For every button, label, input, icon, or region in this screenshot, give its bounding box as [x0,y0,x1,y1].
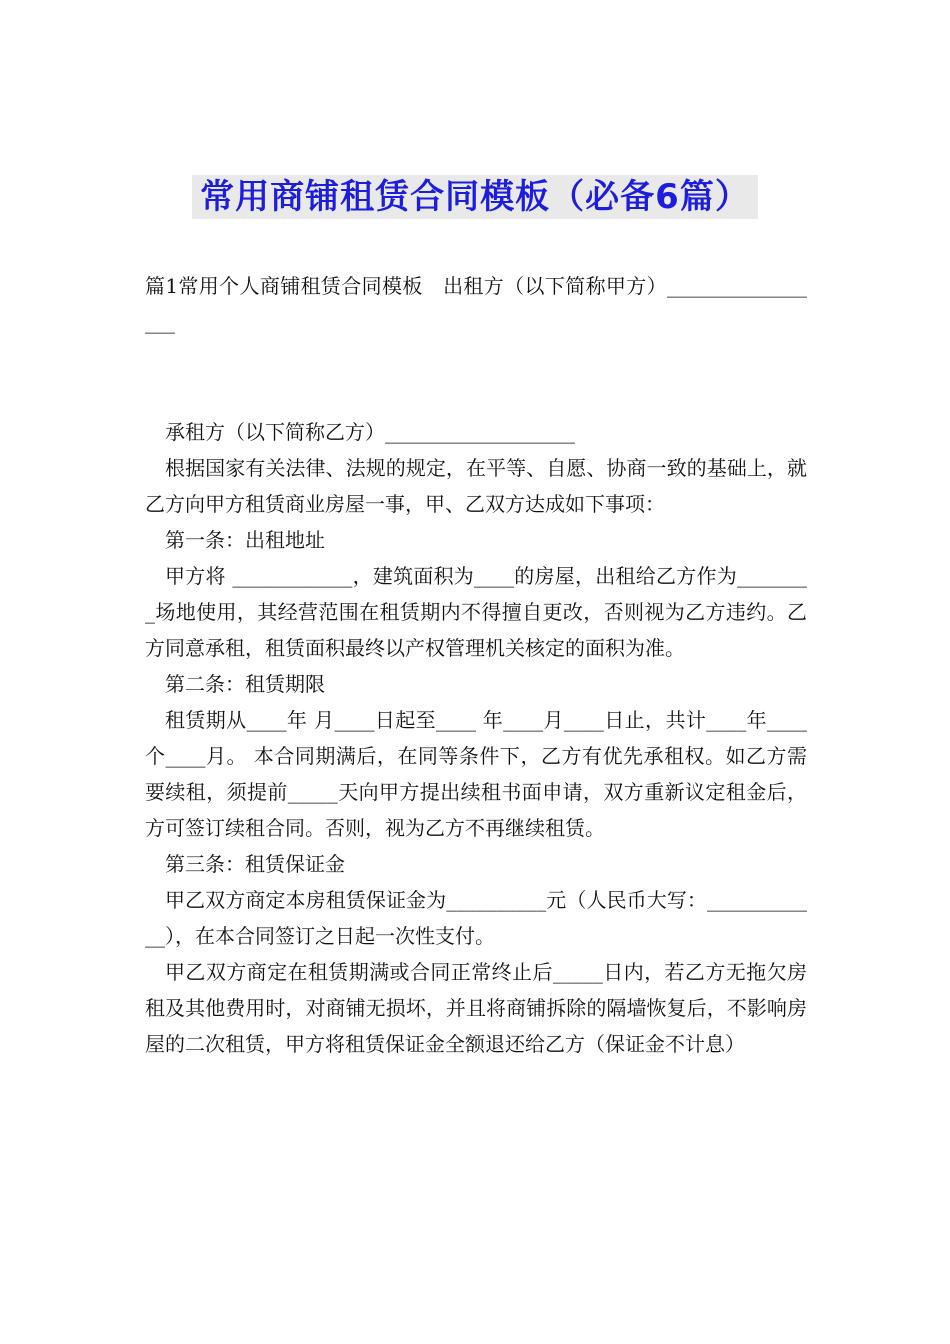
article-1-body: 甲方将 ____________，建筑面积为____的房屋，出租给乙方作为________场地使用，其经营范围在租赁期内不得擅自更改，否则视为乙方违约。乙方同意承租，租赁面积最终以产权管理机关核定的面积为准。 [145,564,807,660]
title-container [0,175,950,219]
article-1-heading: 第一条：出租地址 [165,528,325,552]
intro-section [145,268,807,340]
lessee-line: 承租方（以下简称乙方）___________________ [165,420,575,444]
intro-paragraph: 篇1常用个人商铺租赁合同模板 出租方（以下简称甲方）_________________ [145,274,807,334]
preamble-paragraph: 根据国家有关法律、法规的规定，在平等、自愿、协商一致的基础上，就乙方向甲方租赁商业房屋一事，甲、乙双方达成如下事项： [145,456,807,516]
contract-body [145,414,807,1062]
article-3-refund-paragraph: 甲乙双方商定在租赁期满或合同正常终止后_____日内，若乙方无拖欠房租及其他费用时，对商铺无损坏，并且将商铺拆除的隔墙恢复后，不影响房屋的二次租赁，甲方将租赁保证金全额退还给乙方（保证金不计息） [145,960,807,1056]
document-title: 常用商铺租赁合同模板（必备6篇） [192,175,758,219]
article-3-body: 甲乙双方商定本房租赁保证金为__________元（人民币大写：____________），在本合同签订之日起一次性支付。 [145,888,807,948]
article-2-heading: 第二条：租赁期限 [165,672,325,696]
article-2-body: 租赁期从____年 月____日起至____ 年____月____日止，共计____年____个____月。 本合同期满后，在同等条件下，乙方有优先承租权。如乙方需要续租，须提前_____天向甲方提出续租书面申请，双方重新议定租金后，方可签订续租合同。否则，视为乙方不再继续租赁。 [145,708,807,840]
article-3-heading: 第三条：租赁保证金 [165,852,345,876]
